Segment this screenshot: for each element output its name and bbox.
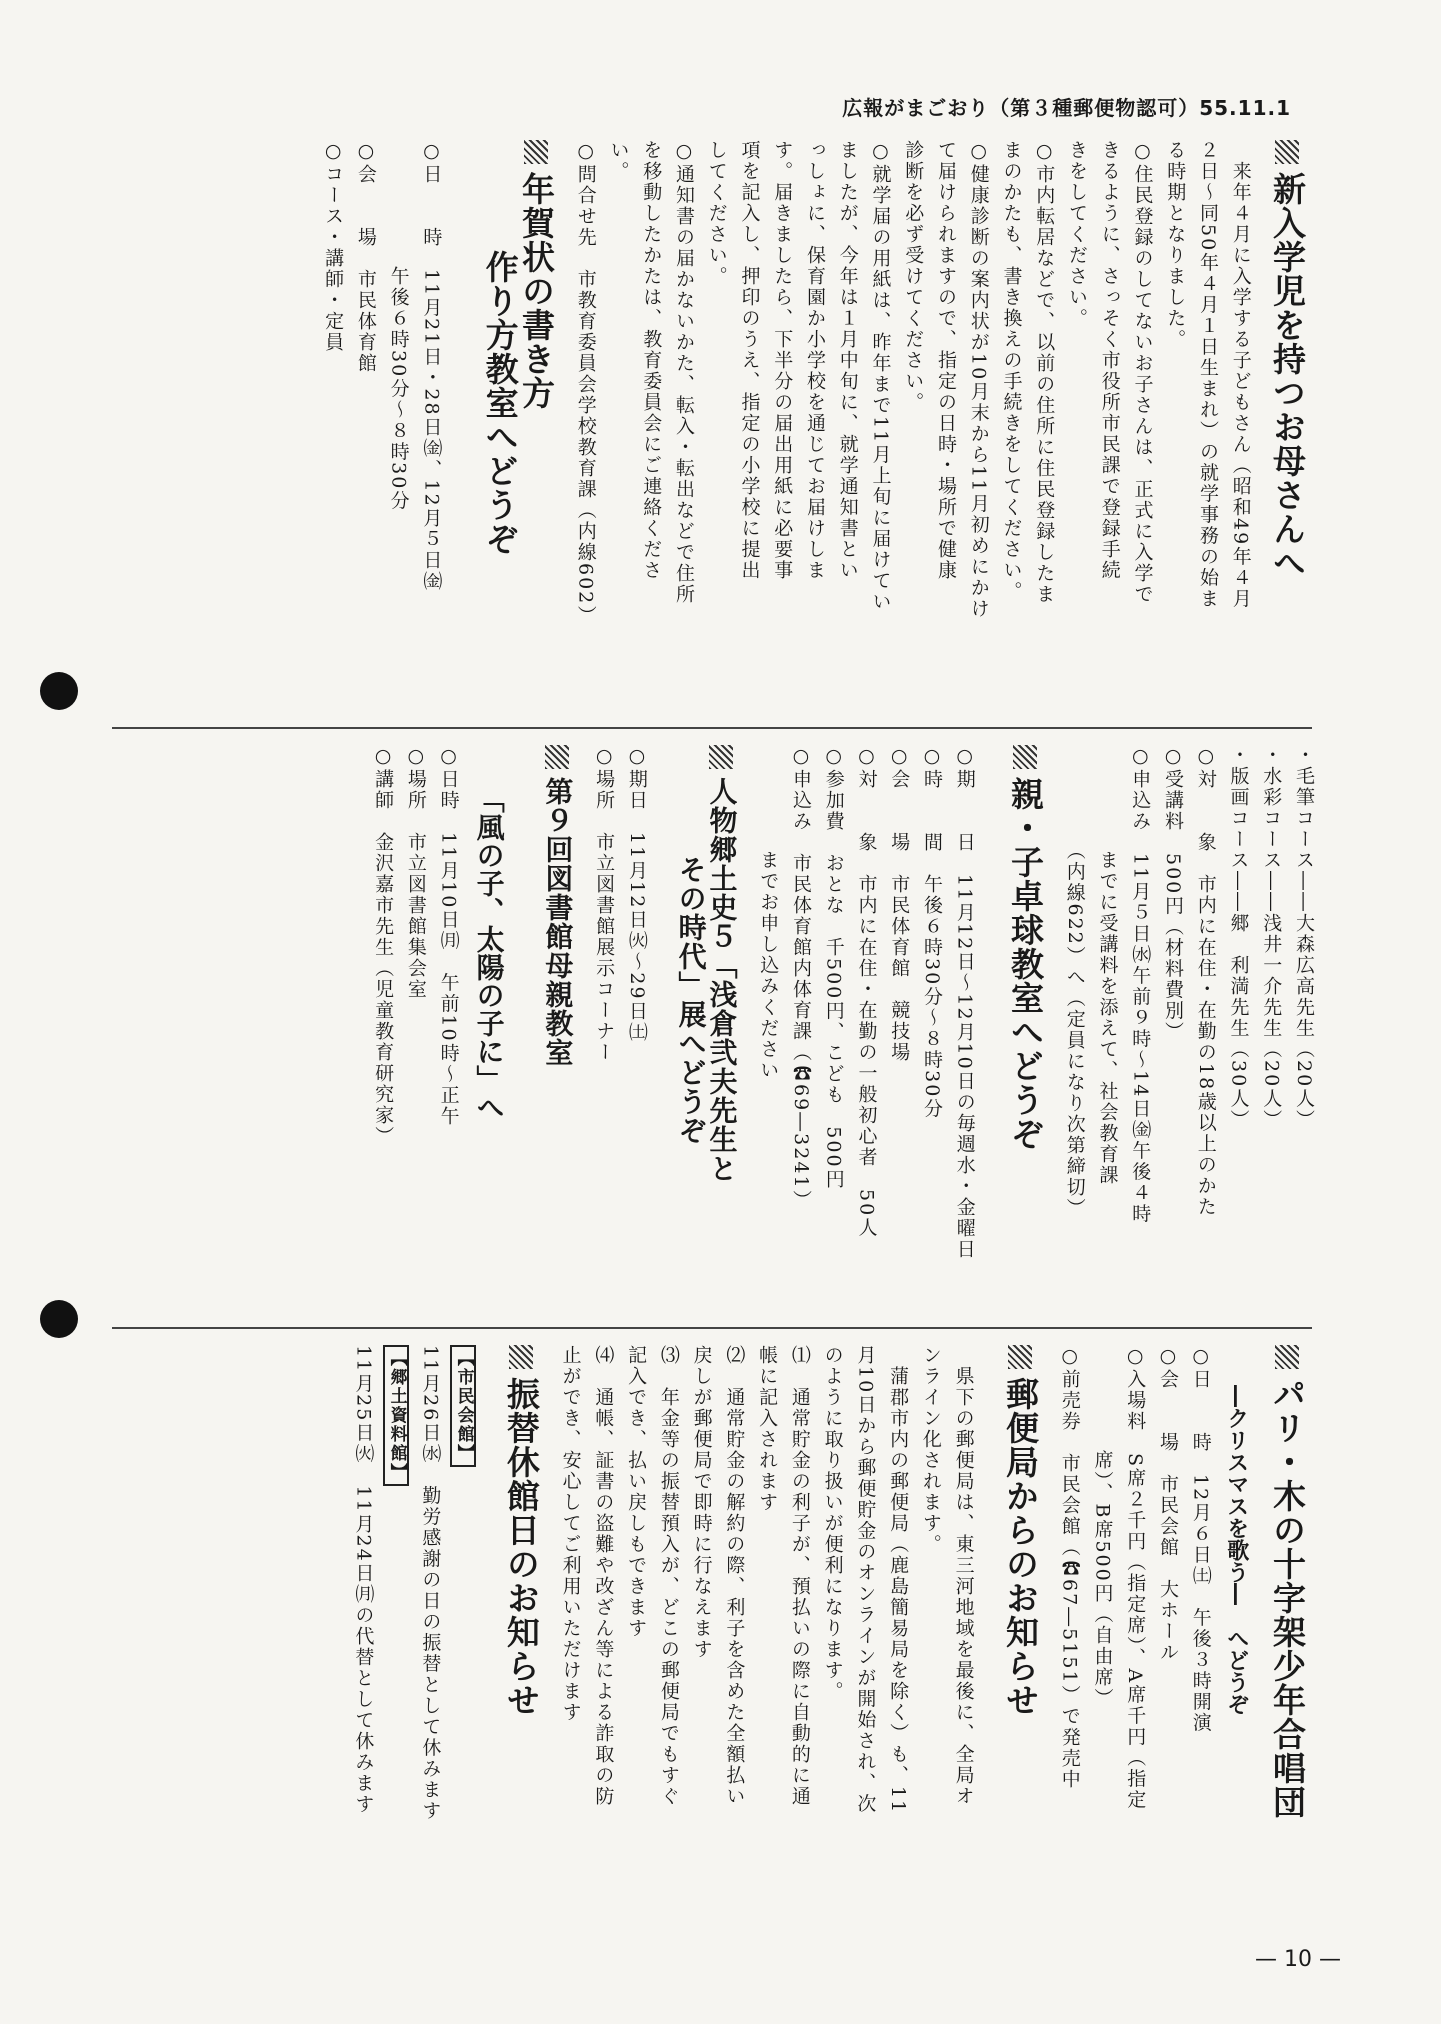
binding-hole-2 <box>40 1300 78 1338</box>
nengajo-line: ○コース・講師・定員 <box>322 140 345 353</box>
hatch-mark-icon <box>509 1345 533 1369</box>
newstudent-line: 診断を必ず受けてください。 <box>902 140 925 413</box>
post-line: ンライン化されます。 <box>919 1345 942 1555</box>
pingpong-title: 親・子卓球教室へどうぞ <box>1007 745 1043 1151</box>
brush-line: （内線622）へ（定員になり次第締切） <box>1063 745 1086 1219</box>
post-line: ⑶ 年金等の振替預入が、どこの郵便局でもすぐ <box>657 1345 680 1807</box>
asakura-title: 人物郷土史５「浅倉弐夫先生と その時代」展へどうぞ <box>675 745 737 1183</box>
newstudent-line: 項を記入し、押印のうえ、指定の小学校に提出 <box>738 140 761 581</box>
brush-line: ○受講料 500円（材料費別） <box>1162 745 1184 1043</box>
post-line: 県下の郵便局は、東三河地域を最後に、全局オ <box>952 1345 975 1807</box>
newstudent-line: ○問合せ先 市教育委員会学校教育課（内線602） <box>574 140 597 627</box>
newstudent-line: ○健康診断の案内状が10月末から11月初めにかけ <box>967 140 990 620</box>
pingpong-line: ○申込み 市民体育館内体育課（☎69―3241） <box>789 745 812 1211</box>
newstudent-line: ○市内転居などで、以前の住所に住民登録したま <box>1033 140 1056 605</box>
choir-line: ○入場料 S席２千円（指定席）、A席千円（指定 <box>1124 1345 1147 1811</box>
mothers-line: ○講師 金沢嘉市先生（児童教育研究家） <box>372 745 395 1147</box>
mothers-line: ○日時 11月10日㈪ 午前10時〜正午 <box>437 745 460 1127</box>
post-line: 止ができ、安心してご利用いただけます <box>559 1345 582 1723</box>
pingpong-line: までお申し込みください <box>757 745 780 1081</box>
mothers-title: 第９回図書館母親教室 <box>542 745 573 1067</box>
closure-label-civic-hall: 【市民会館】 <box>450 1345 475 1467</box>
brush-line: ○対 象 市内に在住・在勤の18歳以上のかた <box>1194 745 1217 1218</box>
choir-line: ○日 時 12月６日㈯ 午後３時開演 <box>1189 1345 1212 1734</box>
divider-line-1 <box>112 727 1312 729</box>
closure-label <box>383 1345 408 1486</box>
post-title: 郵便局からのお知らせ <box>1002 1345 1038 1717</box>
choir-title: パリ・木の十字架少年合唱団 <box>1269 1345 1305 1819</box>
newstudent-line: て届けられますので、指定の日時・場所で健康 <box>934 140 957 581</box>
pingpong-line: ○対 象 市内に在住・在勤の一般初心者 50人 <box>855 745 878 1239</box>
brush-line: ・毛筆コース――大森広高先生（20人） <box>1293 745 1315 1131</box>
newstudent-line: っしょに、保育園か小学校を通じてお届けしま <box>803 140 826 581</box>
newstudent-title: 新入学児を持つお母さんへ <box>1269 140 1305 580</box>
newstudent-line: い。 <box>607 140 630 182</box>
newstudent-line: る時期となりました。 <box>1164 140 1187 350</box>
binding-hole-1 <box>40 672 78 710</box>
choir-line: ○会 場 市民会館 大ホール <box>1156 1345 1179 1663</box>
newstudent-line: 来年４月に入学する子どもさん（昭和49年４月 <box>1229 140 1252 610</box>
newstudent-line: ○通知書の届かないかた、転入・転出などで住所 <box>672 140 695 605</box>
page-number: — 10 — <box>1255 1947 1341 1972</box>
post-line: ⑵ 通常貯金の解約の際、利子を含めた全額払い <box>723 1345 746 1807</box>
post-line: のように取り扱いが便利になります。 <box>821 1345 844 1702</box>
page-header: 広報がまごおり（第３種郵便物認可）55.11.1 <box>842 96 1291 120</box>
newstudent-line: ましたが、今年は１月中旬に、就学通知書とい <box>836 140 859 581</box>
brush-line: ・版画コース――郷 利満先生（30人） <box>1227 745 1250 1131</box>
nengajo-title: 年賀状の書き方 作り方教室へどうぞ <box>481 140 554 556</box>
pingpong-line: ○会 場 市民体育館 競技場 <box>888 745 911 1063</box>
post-line: ⑴ 通常貯金の利子が、預払いの際に自動的に通 <box>788 1345 811 1807</box>
closure-title: 振替休館日のお知らせ <box>503 1345 539 1717</box>
post-line: ⑷ 通帳、証書の盗難や改ざん等による詐取の防 <box>592 1345 615 1807</box>
hatch-mark-icon <box>545 745 569 769</box>
post-line: 戻しが郵便局で即時に行なえます <box>690 1345 713 1660</box>
choir-subtitle: ―クリスマスを歌う― へどうぞ <box>1223 1385 1249 1715</box>
choir-line: ○前売券 市民会館（☎67―5151）で発売中 <box>1058 1345 1081 1790</box>
hatch-mark-icon <box>1013 745 1037 769</box>
newstudent-line: ○住民登録のしてないお子さんは、正式に入学で <box>1131 140 1154 605</box>
post-line: 記入でき、払い戻しもできます <box>625 1345 648 1639</box>
brush-line: までに受講料を添えて、社会教育課 <box>1096 745 1119 1186</box>
newstudent-line: ○就学届の用紙は、昨年まで11月上旬に届けてい <box>869 140 892 613</box>
hatch-mark-icon <box>1275 1345 1299 1369</box>
mothers-subtitle: 「風の子、太陽の子に」へ <box>472 785 506 1121</box>
hatch-mark-icon <box>524 140 548 164</box>
asakura-line: ○場所 市立図書館展示コーナー <box>593 745 616 1063</box>
newstudent-line: す。届きましたら、下半分の届出用紙に必要事 <box>771 140 794 581</box>
nengajo-line: ○会 場 市民体育館 <box>354 140 377 374</box>
closure-label <box>450 1345 475 1467</box>
nengajo-line: 午後６時30分〜８時30分 <box>387 140 410 512</box>
newstudent-line: ２日〜同50年４月１日生まれ）の就学事務の始ま <box>1196 140 1219 610</box>
middle-band <box>95 745 1315 1315</box>
newstudent-line: を移動したかたは、教育委員会にご連絡くださ <box>640 140 663 581</box>
newstudent-line: きをしてください。 <box>1065 140 1088 329</box>
divider-line-2 <box>112 1327 1312 1329</box>
newstudent-line: きるように、さっそく市役所市民課で登録手続 <box>1098 140 1121 581</box>
asakura-line: ○期日 11月12日㈫〜29日㈯ <box>625 745 648 1043</box>
hatch-mark-icon <box>1008 1345 1032 1369</box>
hatch-mark-icon <box>709 745 733 769</box>
brush-line: ・水彩コース――浅井一介先生（20人） <box>1260 745 1283 1131</box>
top-band <box>95 140 1315 720</box>
pingpong-line: ○期 日 11月12日〜12月10日の毎週水・金曜日 <box>953 745 976 1260</box>
post-line: 月10日から郵便貯金のオンラインが開始され、次 <box>854 1345 877 1815</box>
pingpong-line: ○参加費 おとな 千500円、こども 500円 <box>822 745 845 1190</box>
newstudent-line: まのかたも、書き換えの手続きをしてください。 <box>1000 140 1023 602</box>
closure-line: 11月25日㈫ 11月24日㈪の代替として休みます <box>352 1345 375 1815</box>
pingpong-line: ○時 間 午後６時30分〜８時30分 <box>920 745 943 1120</box>
newstudent-line: してください。 <box>705 140 728 287</box>
closure-label-museum: 【郷土資料館】 <box>383 1345 408 1486</box>
closure-line: 11月26日㈬ 勤労感謝の日の振替として休みます <box>419 1345 442 1822</box>
choir-line: 席）、B席500円（自由席） <box>1091 1345 1114 1709</box>
nengajo-line: ○日 時 11月21日・28日㈮、12月５日㈮ <box>420 140 443 592</box>
post-line: 帳に記入されます <box>756 1345 779 1513</box>
hatch-mark-icon <box>1275 140 1299 164</box>
bottom-band <box>95 1345 1315 1925</box>
mothers-line: ○場所 市立図書館集会室 <box>404 745 427 1000</box>
post-line: 蒲郡市内の郵便局（鹿島簡易局を除く）も、11 <box>887 1345 910 1815</box>
brush-line: ○申込み 11月５日㈬午前９時〜14日㈮午後４時 <box>1129 745 1152 1225</box>
